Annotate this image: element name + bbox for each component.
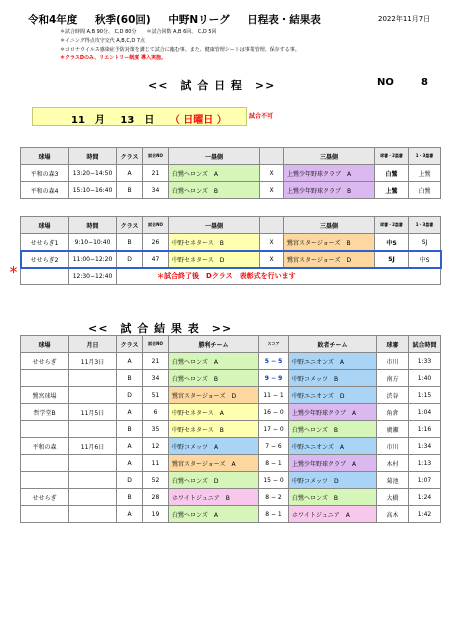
duration-cell: 1:04 (409, 404, 441, 421)
col-header: 球審・2塁審 (375, 217, 409, 234)
col-header: 試合NO (143, 148, 169, 165)
duration-cell: 1:42 (409, 506, 441, 523)
no-play-note: 試合不可 (249, 113, 274, 120)
date-cell: 11月6日 (69, 438, 117, 455)
table-row (21, 251, 441, 268)
class-cell: D (117, 387, 143, 404)
class-cell: D (117, 472, 143, 489)
time-cell: 12:30−12:40 (69, 268, 117, 285)
class-cell: A (117, 353, 143, 370)
col-header (260, 217, 284, 234)
winner-team-cell: 白鷺ヘロンズ B (169, 370, 259, 387)
table-header-row (21, 148, 441, 165)
col-header: 1・3塁審 (409, 217, 441, 234)
field-cell (21, 268, 69, 285)
table-row (21, 387, 441, 404)
class-cell: A (117, 404, 143, 421)
umpire-cell: 角倉 (377, 404, 409, 421)
table-row (21, 268, 441, 285)
note-line: ＊試合時間 A,B 90分、 C,D 80分 ＊試合回数 A,B 6回、 C,D 5回 (60, 29, 217, 35)
winner-team-cell: 白鷺ヘロンズ D (169, 472, 259, 489)
match-no-cell: 47 (143, 251, 169, 268)
loser-team-cell: 中野ユニオンズ A (289, 353, 377, 370)
loser-team-cell: 中野コメッツ B (289, 370, 377, 387)
schedule-heading: << 試 合 日 程 >> (148, 79, 276, 92)
umpire-cell: SJ (409, 234, 441, 251)
table-row (21, 506, 441, 523)
loser-team-cell: ホワイトジュニア A (289, 506, 377, 523)
loser-team-cell: 中野ユニオンズ D (289, 387, 377, 404)
duration-cell: 1:34 (409, 438, 441, 455)
weekday-label: （ 日曜日 ） (169, 115, 227, 126)
third-base-team-cell: 上鷺少年野球クラブ A (284, 165, 375, 182)
table-row (21, 234, 441, 251)
col-header (260, 148, 284, 165)
col-header: 時間 (69, 148, 117, 165)
match-no-cell: 35 (143, 421, 169, 438)
umpire-cell: 市川 (377, 438, 409, 455)
date-cell (69, 387, 117, 404)
field-cell: せせらぎ (21, 353, 69, 370)
note-line: ＊クラスDのみ、リエントリー制度 導入実施。 (60, 55, 166, 62)
schedule-table-1 (20, 147, 441, 199)
winner-team-cell: 鷺宮スタージョーズ A (169, 455, 259, 472)
schedule-table-2 (20, 216, 441, 285)
table-header-row (21, 336, 441, 353)
loser-team-cell: 上鷺少年野球クラブ A (289, 455, 377, 472)
winner-team-cell: 白鷺ヘロンズ A (169, 353, 259, 370)
umpire-cell: SJ (375, 251, 409, 268)
class-cell: B (117, 182, 143, 199)
score-cell: 8 − 1 (259, 506, 289, 523)
score-cell: 16 − 0 (259, 404, 289, 421)
col-header: 試合NO (143, 217, 169, 234)
field-cell: 平和の森4 (21, 182, 69, 199)
class-cell: A (117, 455, 143, 472)
date-cell (69, 455, 117, 472)
duration-cell: 1:15 (409, 387, 441, 404)
match-no-cell: 21 (143, 353, 169, 370)
field-cell (21, 472, 69, 489)
col-header: 勝利チーム (169, 336, 259, 353)
ceremony-note: ＊試合終了後 Dクラス 表彰式を行います (117, 268, 441, 285)
third-base-team-cell: 鷺宮スタージョーズ B (284, 234, 375, 251)
col-header: 一塁側 (169, 217, 260, 234)
vs-cell: X (260, 251, 284, 268)
score-cell: 5 − 5 (259, 353, 289, 370)
col-header: 球審 (377, 336, 409, 353)
date-cell (69, 421, 117, 438)
score-cell: 11 − 1 (259, 387, 289, 404)
umpire-cell: 廣瀬 (377, 421, 409, 438)
season-label: 秋季(60回) (94, 14, 151, 26)
class-cell: A (117, 165, 143, 182)
subtitle-label: 日程表・結果表 (247, 14, 321, 26)
umpire-cell: 渋谷 (377, 387, 409, 404)
col-header: 球場 (21, 217, 69, 234)
duration-cell: 1:40 (409, 370, 441, 387)
field-cell: せせらぎ1 (21, 234, 69, 251)
field-cell: せせらぎ (21, 489, 69, 506)
umpire-cell: 中S (409, 251, 441, 268)
match-no-cell: 21 (143, 165, 169, 182)
winner-team-cell: 白鷺ヘロンズ A (169, 506, 259, 523)
table-row (21, 404, 441, 421)
umpire-cell: 白鷺 (375, 165, 409, 182)
match-no-cell: 12 (143, 438, 169, 455)
score-cell: 8 − 2 (259, 489, 289, 506)
results-table (20, 335, 441, 523)
loser-team-cell: 中野ユニオンズ A (289, 438, 377, 455)
class-cell: A (117, 506, 143, 523)
winner-team-cell: 中野セネタース A (169, 404, 259, 421)
umpire-cell: 上鷺 (375, 182, 409, 199)
third-base-team-cell: 鷺宮スタージョーズ D (284, 251, 375, 268)
col-header: 三塁側 (284, 217, 375, 234)
time-cell: 15:10−16:40 (69, 182, 117, 199)
loser-team-cell: 白鷺ヘロンズ B (289, 489, 377, 506)
duration-cell: 1:24 (409, 489, 441, 506)
first-base-team-cell: 中野セネタース B (169, 234, 260, 251)
field-cell: せせらぎ2 (21, 251, 69, 268)
match-no-cell: 34 (143, 182, 169, 199)
col-header: 時間 (69, 217, 117, 234)
col-header: 試合NO (143, 336, 169, 353)
col-header: 一塁側 (169, 148, 260, 165)
umpire-cell: 上鷺 (409, 165, 441, 182)
umpire-cell: 菊池 (377, 472, 409, 489)
match-no-cell: 11 (143, 455, 169, 472)
umpire-cell: 白鷺 (409, 182, 441, 199)
third-base-team-cell: 上鷺少年野球クラブ B (284, 182, 375, 199)
date-cell (69, 370, 117, 387)
vs-cell: X (260, 234, 284, 251)
table-row (21, 182, 441, 199)
duration-cell: 1:07 (409, 472, 441, 489)
score-cell: 15 − 0 (259, 472, 289, 489)
time-cell: 9:10−10:40 (69, 234, 117, 251)
duration-cell: 1:16 (409, 421, 441, 438)
date-cell (69, 472, 117, 489)
umpire-cell: 市川 (377, 353, 409, 370)
field-cell (21, 506, 69, 523)
col-header: クラス (117, 148, 143, 165)
note-line: ＊コロナウイルス感染症予防対策を講じて試合に臨む事。また、健康管理シートは事業管理、保存する事。 (60, 46, 300, 53)
document-date: 2022年11月7日 (378, 15, 431, 23)
umpire-cell: 南方 (377, 370, 409, 387)
date-cell: 11月3日 (69, 353, 117, 370)
score-cell: 8 − 1 (259, 455, 289, 472)
day-label: 13 日 (120, 115, 155, 126)
match-no-cell: 52 (143, 472, 169, 489)
time-cell: 13:20−14:50 (69, 165, 117, 182)
col-header: 試合時間 (409, 336, 441, 353)
class-cell: B (117, 234, 143, 251)
col-header: スコア (259, 336, 289, 353)
field-cell: 鷺宮球場 (21, 387, 69, 404)
document-title (28, 12, 335, 27)
notes-block (60, 28, 300, 63)
match-day-box (32, 107, 247, 126)
score-cell: 9 − 9 (259, 370, 289, 387)
match-no-cell: 6 (143, 404, 169, 421)
results-heading: << 試 合 結 果 表 >> (88, 322, 233, 335)
score-cell: 7 − 6 (259, 438, 289, 455)
first-base-team-cell: 白鷺ヘロンズ B (169, 182, 260, 199)
table-row (21, 455, 441, 472)
class-cell: D (117, 251, 143, 268)
date-cell (69, 489, 117, 506)
vs-cell: X (260, 182, 284, 199)
first-base-team-cell: 中野セネタース D (169, 251, 260, 268)
match-no-cell: 28 (143, 489, 169, 506)
field-cell (21, 455, 69, 472)
date-cell: 11月5日 (69, 404, 117, 421)
col-header: クラス (117, 217, 143, 234)
table-row (21, 489, 441, 506)
table-header-row (21, 217, 441, 234)
table-row (21, 438, 441, 455)
duration-cell: 1:13 (409, 455, 441, 472)
col-header: クラス (117, 336, 143, 353)
match-no-cell: 51 (143, 387, 169, 404)
class-cell: B (117, 489, 143, 506)
field-cell: 平和の森 (21, 438, 69, 455)
date-cell (69, 506, 117, 523)
field-cell: 平和の森3 (21, 165, 69, 182)
loser-team-cell: 上鷺少年野球クラブ A (289, 404, 377, 421)
no-value: 8 (421, 77, 428, 88)
col-header: 敗者チーム (289, 336, 377, 353)
score-cell: 17 − 0 (259, 421, 289, 438)
col-header: 球場 (21, 336, 69, 353)
class-cell: A (117, 438, 143, 455)
note-line: ＊イニング得点攻守交代 A,B,C,D 7点 (60, 37, 146, 44)
vs-cell: X (260, 165, 284, 182)
loser-team-cell: 白鷺ヘロンズ B (289, 421, 377, 438)
col-header: 球審・2塁審 (375, 148, 409, 165)
class-cell: B (117, 421, 143, 438)
league-label: 中野Nリーグ (168, 14, 230, 26)
winner-team-cell: 鷺宮スタージョーズ D (169, 387, 259, 404)
winner-team-cell: 中野セネタース B (169, 421, 259, 438)
umpire-cell: 大橋 (377, 489, 409, 506)
umpire-cell: 中S (375, 234, 409, 251)
col-header: 月日 (69, 336, 117, 353)
col-header: 球場 (21, 148, 69, 165)
month-label: 11 月 (71, 115, 105, 126)
table-row (21, 421, 441, 438)
field-cell: 哲学堂B (21, 404, 69, 421)
match-no-cell: 34 (143, 370, 169, 387)
umpire-cell: 高木 (377, 506, 409, 523)
match-no-cell: 26 (143, 234, 169, 251)
table-row (21, 472, 441, 489)
time-cell: 11:00−12:20 (69, 251, 117, 268)
duration-cell: 1:33 (409, 353, 441, 370)
year-label: 令和4年度 (28, 14, 78, 26)
winner-team-cell: ホワイトジュニア B (169, 489, 259, 506)
no-label: NO (377, 77, 394, 88)
match-no-cell: 19 (143, 506, 169, 523)
field-cell (21, 370, 69, 387)
table-row (21, 353, 441, 370)
field-cell (21, 421, 69, 438)
col-header: 三塁側 (284, 148, 375, 165)
loser-team-cell: 中野コメッツ D (289, 472, 377, 489)
umpire-cell: 木村 (377, 455, 409, 472)
class-cell: B (117, 370, 143, 387)
table-row (21, 165, 441, 182)
first-base-team-cell: 白鷺ヘロンズ A (169, 165, 260, 182)
highlight-star: ＊ (9, 266, 19, 276)
col-header: 1・3塁審 (409, 148, 441, 165)
table-row (21, 370, 441, 387)
winner-team-cell: 中野コメッツ A (169, 438, 259, 455)
